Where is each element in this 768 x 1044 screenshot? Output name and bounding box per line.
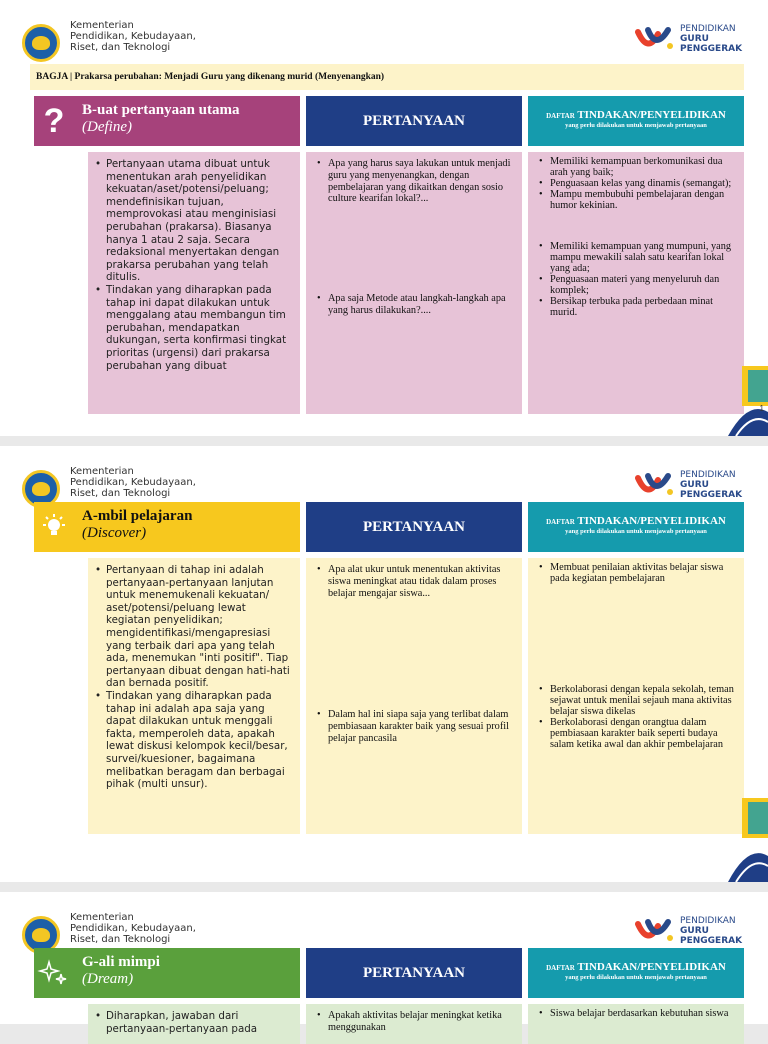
- questions-panel: [306, 1004, 522, 1044]
- action-item: • Mampu membubuhi pembelajaran dengan humor kekinian.: [536, 189, 736, 211]
- questions-panel: [306, 152, 522, 414]
- action-header: DAFTAR TINDAKAN/PENYELIDIKAN yang perlu dilakukan untuk menjawab pertanyaan: [528, 96, 744, 146]
- action-item: • Bersikap terbuka pada perbedaan minat murid.: [536, 296, 736, 318]
- decorative-wave-graphic: [728, 794, 768, 882]
- guru-penggerak-logo: PENDIDIKAN GURU PENGGERAK: [634, 468, 746, 502]
- question-item: • Apa saja Metode atau langkah-langkah apa yang harus dilakukan?....: [314, 293, 514, 317]
- page-number: 1: [759, 404, 764, 413]
- action-item: • Memiliki kemampuan berkomunikasi dua arah yang baik;: [536, 156, 736, 178]
- guidance-panel: [88, 1004, 300, 1044]
- lightbulb-icon: [34, 502, 74, 552]
- guidance-item: • Pertanyaan di tahap ini adalah pertanyaan-pertanyaan lanjutan untuk menemukenali kekuatan/ aset/potensi/peluang lewat kegiatan penyelidikan; mengidentifikasi/mengapresiasi yang terbaik dari apa yang telah ada, menemukan "inti positif". Tiap pertanyaan dibuat dengan hati-hati dan bernada positif.: [92, 564, 290, 690]
- actions-panel: [528, 152, 744, 414]
- ministry-name: Kementerian Pendidikan, Kebudayaan, Riset, dan Teknologi: [70, 20, 196, 53]
- slide-define: [0, 0, 768, 436]
- action-item: • Memiliki kemampuan yang mumpuni, yang mampu mewakili salah satu kearifan lokal yang ada;: [536, 241, 736, 274]
- question-item: • Apa alat ukur untuk menentukan aktivitas siswa meningkat atau tidak dalam proses belajar mengajar siswa...: [314, 564, 514, 599]
- guru-penggerak-mark-icon: [634, 24, 674, 54]
- tut-wuri-handayani-logo: [22, 24, 60, 62]
- stage-title-box: G-ali mimpi (Dream): [74, 948, 300, 998]
- question-item: • Dalam hal ini siapa saja yang terlibat dalam pembiasaan karakter baik yang sesuai profil pelajar pancasila: [314, 709, 514, 744]
- action-item: • Berkolaborasi dengan orangtua dalam pembiasaan karakter baik seperti budaya salam ketika awal dan akhir pembelajaran: [536, 717, 736, 750]
- actions-panel: [528, 558, 744, 834]
- ministry-name: Kementerian Pendidikan, Kebudayaan, Riset, dan Teknologi: [70, 912, 196, 945]
- questions-panel: [306, 558, 522, 834]
- stage-title-box: A-mbil pelajaran (Discover): [74, 502, 300, 552]
- guru-penggerak-logo: PENDIDIKAN GURU PENGGERAK: [634, 914, 746, 948]
- ministry-name: Kementerian Pendidikan, Kebudayaan, Riset, dan Teknologi: [70, 466, 196, 499]
- action-item: • Siswa belajar berdasarkan kebutuhan siswa: [536, 1008, 736, 1019]
- actions-panel: [528, 1004, 744, 1044]
- question-item: • Apakah aktivitas belajar meningkat ketika menggunakan: [314, 1010, 514, 1034]
- action-item: • Penguasaan materi yang menyeluruh dan komplek;: [536, 274, 736, 296]
- question-header: PERTANYAAN: [306, 96, 522, 146]
- question-mark-icon: ?: [34, 96, 74, 146]
- action-header: DAFTAR TINDAKAN/PENYELIDIKAN yang perlu dilakukan untuk menjawab pertanyaan: [528, 502, 744, 552]
- guidance-item: • Tindakan yang diharapkan pada tahap ini dapat dilakukan untuk menggalang atau membangun tim perubahan, mendapatkan dukungan, serta konfirmasi tingkat prioritas (urgensi) dari prakarsa perubahan yang dibuat: [92, 284, 290, 372]
- action-item: • Penguasaan kelas yang dinamis (semangat);: [536, 178, 736, 189]
- sparkle-icon: [34, 948, 74, 998]
- guidance-panel: [88, 558, 300, 834]
- guru-penggerak-logo: PENDIDIKAN GURU PENGGERAK: [634, 22, 746, 56]
- slide-dream: [0, 892, 768, 1035]
- guidance-panel: [88, 152, 300, 414]
- guidance-item: • Diharapkan, jawaban dari pertanyaan-pertanyaan pada: [92, 1010, 290, 1035]
- guru-penggerak-mark-icon: [634, 470, 674, 500]
- stage-header-define: [34, 96, 300, 146]
- guidance-item: • Pertanyaan utama dibuat untuk menentukan arah penyelidikan kekuatan/aset/potensi/peluang; mendefinisikan tujuan, memprovokasi atau menginisiasi perubahan (prakarsa). Biasanya hanya 1 atau 2 saja. Secara redaksional menyertakan dengan prakarsa perubahan yang telah ditulis.: [92, 158, 290, 284]
- prakarsa-banner: BAGJA | Prakarsa perubahan: Menjadi Guru yang dikenang murid (Menyenangkan): [30, 64, 744, 90]
- action-item: • Berkolaborasi dengan kepala sekolah, teman sejawat untuk menilai sejauh mana aktivitas belajar siswa dikelas: [536, 684, 736, 717]
- guru-penggerak-mark-icon: [634, 916, 674, 946]
- decorative-wave-graphic: [728, 360, 768, 436]
- stage-title-box: B-uat pertanyaan utama (Define): [74, 96, 300, 146]
- action-header: DAFTAR TINDAKAN/PENYELIDIKAN yang perlu dilakukan untuk menjawab pertanyaan: [528, 948, 744, 998]
- question-item: • Apa yang harus saya lakukan untuk menjadi guru yang menyenangkan, dengan pembelajaran yang dikaitkan dengan sosio culture kearifan lokal?...: [314, 158, 514, 205]
- question-header: PERTANYAAN: [306, 502, 522, 552]
- guidance-item: • Tindakan yang diharapkan pada tahap ini adalah apa saja yang dapat dilakukan untuk menggali fakta, memperoleh data, apakah lewat diskusi kelompok kecil/besar, survei/kuesioner, bagaimana melibatkan beragam dan berbagai pihak (multi unsur).: [92, 690, 290, 791]
- slide-discover: [0, 446, 768, 882]
- action-item: • Membuat penilaian aktivitas belajar siswa pada kegiatan pembelajaran: [536, 562, 736, 584]
- stage-header-dream: [34, 948, 300, 998]
- stage-header-discover: [34, 502, 300, 552]
- question-header: PERTANYAAN: [306, 948, 522, 998]
